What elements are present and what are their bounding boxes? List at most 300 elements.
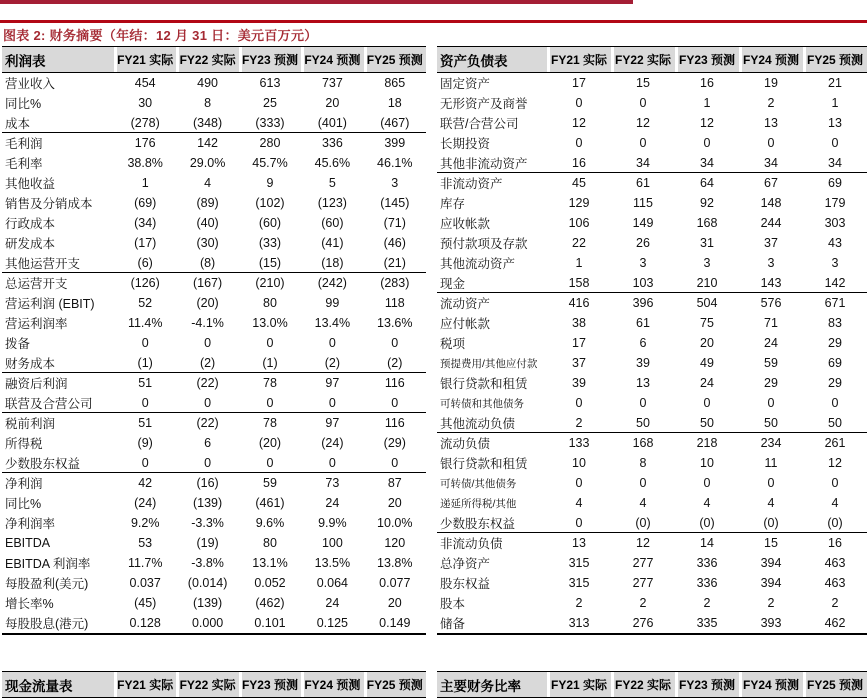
key-ratios-table-partial: [437, 671, 867, 698]
cell-value: (30): [196, 236, 219, 250]
table-row: [437, 473, 867, 493]
row-label: EBITDA: [5, 536, 51, 550]
cell-value: (401): [301, 113, 363, 133]
cell-value: 148: [760, 196, 782, 210]
cell-value: 38.8%: [127, 156, 163, 170]
table-row: [437, 293, 867, 313]
cell-value: (89): [196, 196, 219, 210]
table-row: [2, 513, 426, 533]
row-label: 税项: [440, 337, 466, 351]
cell-value: (29): [383, 436, 406, 450]
cell-value: 17: [572, 76, 586, 90]
cell-value: 244: [760, 216, 782, 230]
cell-value: 737: [321, 76, 343, 90]
cell-value: (40): [196, 216, 219, 230]
cell-value: 52: [138, 296, 153, 310]
cell-value: 15: [636, 76, 650, 90]
cell-value: 4: [575, 496, 583, 510]
cell-value: 0: [639, 396, 647, 410]
cell-value: 4: [204, 176, 212, 190]
cell-value: 4: [703, 496, 711, 510]
cell-value: 416: [568, 296, 590, 310]
cell-value: 20: [387, 496, 402, 510]
cell-value: 25: [263, 96, 277, 110]
cash-flow-table-partial: [2, 671, 426, 698]
table-row: [437, 413, 867, 433]
table-row: [2, 293, 426, 313]
row-label: 储备: [440, 617, 466, 631]
cell-value: 0: [767, 396, 775, 410]
table-row: [437, 553, 867, 573]
cell-value: 20: [325, 96, 340, 110]
cell-value: 462: [824, 616, 846, 630]
column-header: FY23 预测: [239, 671, 301, 698]
cell-value: -4.1%: [191, 316, 224, 330]
cell-value: 64: [700, 176, 714, 190]
cell-value: 0.101: [254, 616, 286, 630]
cell-value: 336: [321, 136, 343, 150]
row-label: 增长率%: [5, 597, 54, 611]
cell-value: 80: [263, 296, 277, 310]
cell-value: 463: [824, 556, 846, 570]
cell-value: 13.6%: [377, 316, 413, 330]
cell-value: (16): [196, 476, 219, 490]
cell-value: 61: [636, 176, 650, 190]
column-header: FY25 预测: [803, 46, 867, 73]
column-header: FY25 预测: [803, 671, 867, 698]
cell-value: 0: [639, 96, 647, 110]
row-label: 长期投资: [440, 137, 491, 151]
table-row: [2, 413, 426, 433]
cell-value: 0: [204, 336, 212, 350]
cell-value: 10.0%: [377, 516, 413, 530]
row-label: 预付款项及存款: [440, 237, 528, 251]
cell-value: 0: [547, 513, 611, 533]
cell-value: (33): [258, 236, 282, 250]
table-row: [2, 73, 426, 93]
cell-value: 315: [568, 556, 590, 570]
table-title: 主要财务比率: [437, 671, 547, 698]
column-header: FY24 预测: [301, 46, 363, 73]
column-header: FY24 预测: [739, 671, 803, 698]
row-label: 少数股东权益: [2, 453, 114, 473]
table-row: [2, 613, 426, 633]
cell-value: 0: [301, 453, 363, 473]
cell-value: 37: [572, 356, 586, 370]
cell-value: 116: [384, 416, 405, 430]
cell-value: 13.4%: [314, 316, 351, 330]
top-accent-bar: [0, 0, 633, 4]
cell-value: 49: [700, 356, 714, 370]
cell-value: 16: [828, 536, 842, 550]
table-row: [2, 453, 426, 473]
cell-value: (18): [301, 253, 363, 273]
cell-value: 277: [632, 576, 654, 590]
row-label: 每股股息(港元): [5, 617, 89, 631]
cell-value: 0: [703, 136, 711, 150]
figure-title: 图表 2: 财务摘要（年结：12 月 31 日：美元百万元）: [3, 28, 318, 43]
cell-value: 0: [114, 453, 176, 473]
cell-value: 0.064: [316, 576, 348, 590]
table-row: [437, 153, 867, 173]
row-label: 股东权益: [440, 577, 491, 591]
cell-value: 671: [824, 296, 846, 310]
row-label: 应收帐款: [440, 217, 491, 231]
data-table: [2, 46, 426, 635]
row-label: 少数股东权益: [437, 513, 547, 533]
table-row: [2, 473, 426, 493]
cell-value: 0.077: [379, 576, 411, 590]
cell-value: (242): [317, 276, 347, 290]
cell-value: -3.3%: [191, 516, 224, 530]
cell-value: 5: [328, 176, 336, 190]
cell-value: 99: [325, 296, 340, 310]
column-header: FY22 实际: [611, 671, 675, 698]
cell-value: 51: [138, 376, 153, 390]
cell-value: (462): [255, 596, 285, 610]
cell-value: (46): [383, 236, 406, 250]
cell-value: 13: [764, 116, 778, 130]
row-label: 股本: [440, 597, 466, 611]
cell-value: 504: [696, 296, 718, 310]
cell-value: (22): [196, 376, 219, 390]
table-row: [437, 233, 867, 253]
table-row: [2, 393, 426, 413]
cell-value: 2: [703, 596, 711, 610]
cell-value: 6: [639, 336, 647, 350]
row-label: 非流动负债: [440, 537, 503, 551]
cell-value: 0: [831, 136, 839, 150]
table-row: [2, 433, 426, 453]
cell-value: (333): [239, 113, 301, 133]
table-row: [437, 133, 867, 153]
cell-value: 34: [611, 153, 675, 173]
cell-value: (24): [321, 436, 344, 450]
cell-value: 50: [675, 413, 739, 433]
row-label: 银行贷款和租赁: [440, 457, 528, 471]
row-label: 营运利润率: [5, 317, 68, 331]
table-row: [437, 513, 867, 533]
cell-value: 0: [176, 393, 238, 413]
row-label: 所得税: [5, 437, 43, 451]
header-row: [2, 671, 426, 698]
cell-value: 1: [141, 176, 149, 190]
cell-value: 13.0%: [252, 316, 288, 330]
table-row: [2, 133, 426, 153]
cell-value: 24: [700, 376, 714, 390]
row-label: 净利润: [5, 477, 43, 491]
table-row: [437, 373, 867, 393]
cell-value: 87: [387, 476, 402, 490]
cell-value: 0.149: [379, 616, 411, 630]
table-row: [2, 333, 426, 353]
cell-value: 42: [138, 476, 153, 490]
cell-value: 22: [572, 236, 586, 250]
cell-value: 13.1%: [252, 556, 288, 570]
row-label: 可转债/其他债务: [440, 477, 517, 490]
table-title: 资产负债表: [437, 46, 547, 73]
cell-value: 0: [767, 476, 775, 490]
cell-value: 100: [321, 536, 343, 550]
row-label: 毛利率: [5, 157, 43, 171]
cell-value: 13: [572, 536, 586, 550]
cell-value: (21): [364, 253, 426, 273]
cell-value: 3: [391, 176, 399, 190]
cell-value: (145): [380, 196, 410, 210]
column-header: FY25 预测: [364, 46, 426, 73]
cell-value: 0: [767, 136, 775, 150]
cell-value: 129: [568, 196, 590, 210]
row-label: 毛利润: [5, 137, 43, 151]
column-header: FY24 预测: [739, 46, 803, 73]
cell-value: 3: [703, 256, 711, 270]
cell-value: 277: [632, 556, 654, 570]
cell-value: 2: [767, 596, 775, 610]
cell-value: 142: [803, 273, 867, 293]
cell-value: 3: [767, 256, 775, 270]
table-row: [437, 593, 867, 613]
cell-value: 9.6%: [255, 516, 285, 530]
cell-value: (22): [196, 416, 219, 430]
header-rule: [0, 20, 867, 23]
cell-value: 45.6%: [314, 156, 351, 170]
table-row: [2, 253, 426, 273]
cell-value: 9.2%: [130, 516, 160, 530]
cell-value: 0: [176, 453, 238, 473]
column-header: FY21 实际: [114, 671, 176, 698]
cell-value: 50: [739, 413, 803, 433]
cell-value: 9.9%: [318, 516, 347, 530]
row-label: 拨备: [5, 337, 31, 351]
cell-value: (2): [364, 353, 426, 373]
cell-value: 4: [639, 496, 647, 510]
row-label: 净利润率: [5, 517, 56, 531]
row-label: 其他收益: [5, 177, 56, 191]
cell-value: (126): [130, 276, 160, 290]
cell-value: 336: [696, 576, 718, 590]
cell-value: 30: [138, 96, 153, 110]
table-row: [437, 273, 867, 293]
row-label: 银行贷款和租赁: [440, 377, 528, 391]
cell-value: 15: [764, 536, 778, 550]
cell-value: 142: [197, 136, 219, 150]
cell-value: 24: [325, 596, 340, 610]
cell-value: 11: [764, 456, 778, 470]
cell-value: (348): [176, 113, 238, 133]
cell-value: (19): [196, 536, 219, 550]
row-label: 可转债和其他债务: [440, 397, 524, 410]
cell-value: 92: [700, 196, 714, 210]
cell-value: 12: [700, 116, 714, 130]
table-row: [437, 573, 867, 593]
row-label: 固定资产: [440, 77, 491, 91]
table-row: [437, 253, 867, 273]
cell-value: 50: [611, 413, 675, 433]
table-row: [2, 113, 426, 133]
cell-value: 13: [636, 376, 650, 390]
cell-value: 168: [696, 216, 718, 230]
cell-value: 34: [803, 153, 867, 173]
cell-value: 396: [632, 296, 654, 310]
cell-value: 6: [204, 436, 212, 450]
cell-value: 12: [636, 536, 650, 550]
cell-value: 576: [760, 296, 782, 310]
cell-value: 0.128: [129, 616, 161, 630]
cell-value: 11.7%: [127, 556, 163, 570]
cell-value: 0.037: [129, 576, 161, 590]
cell-value: 51: [138, 416, 153, 430]
table-row: [437, 193, 867, 213]
row-label: 非流动资产: [440, 177, 503, 191]
column-header: FY22 实际: [611, 46, 675, 73]
cell-value: (1): [239, 353, 301, 373]
row-label: 预提费用/其他应付款: [440, 357, 538, 370]
cell-value: 865: [384, 76, 406, 90]
cell-value: 176: [134, 136, 156, 150]
table-row: [2, 193, 426, 213]
cell-value: (0.014): [187, 576, 228, 590]
cell-value: 280: [259, 136, 281, 150]
cell-value: 20: [387, 596, 402, 610]
cell-value: 0.000: [191, 616, 224, 630]
row-label: 其他运营开支: [2, 253, 114, 273]
cell-value: 19: [764, 76, 778, 90]
cell-value: 0.052: [254, 576, 286, 590]
cell-value: (20): [196, 296, 219, 310]
cell-value: 168: [632, 436, 654, 450]
cell-value: 46.1%: [377, 156, 413, 170]
cell-value: 8: [204, 96, 212, 110]
cell-value: 0: [141, 336, 149, 350]
data-table: [2, 671, 426, 698]
cell-value: (0): [803, 513, 867, 533]
cell-value: 4: [831, 496, 839, 510]
cell-value: 43: [828, 236, 842, 250]
cell-value: 2: [547, 413, 611, 433]
table-row: [437, 213, 867, 233]
cell-value: 29: [764, 376, 778, 390]
cell-value: 45.7%: [252, 156, 288, 170]
table-row: [2, 533, 426, 553]
table-row: [437, 313, 867, 333]
cell-value: 14: [700, 536, 714, 550]
table-row: [2, 553, 426, 573]
cell-value: 0: [328, 336, 336, 350]
row-label: 流动资产: [440, 297, 491, 311]
header-row: [437, 671, 867, 698]
cell-value: 0: [575, 136, 583, 150]
cell-value: 18: [387, 96, 402, 110]
cell-value: (139): [192, 596, 223, 610]
cell-value: 2: [639, 596, 647, 610]
cell-value: (278): [114, 113, 176, 133]
table-title: 现金流量表: [2, 671, 114, 698]
column-header: FY22 实际: [176, 46, 238, 73]
table-row: [2, 573, 426, 593]
cell-value: 234: [760, 436, 782, 450]
cell-value: 75: [700, 316, 714, 330]
row-label: 销售及分销成本: [5, 197, 93, 211]
cell-value: 67: [764, 176, 778, 190]
cell-value: (123): [317, 196, 347, 210]
cell-value: 83: [828, 316, 842, 330]
table-row: [2, 173, 426, 193]
cell-value: 120: [384, 536, 406, 550]
cell-value: 11.4%: [127, 316, 163, 330]
cell-value: 80: [263, 536, 277, 550]
cell-value: 0: [703, 476, 711, 490]
cell-value: 0: [239, 453, 301, 473]
cell-value: 10: [700, 456, 714, 470]
cell-value: 133: [568, 436, 590, 450]
cell-value: 2: [831, 596, 839, 610]
cell-value: 0: [575, 476, 583, 490]
column-header: FY22 实际: [176, 671, 238, 698]
cell-value: (2): [176, 353, 238, 373]
cell-value: 1: [575, 256, 583, 270]
row-label: 成本: [2, 113, 114, 133]
cell-value: 3: [639, 256, 647, 270]
cell-value: 16: [700, 76, 714, 90]
cell-value: 0: [703, 396, 711, 410]
cell-value: 78: [263, 376, 277, 390]
data-table: [437, 46, 867, 635]
cell-value: (60): [321, 216, 344, 230]
cell-value: 115: [633, 196, 653, 210]
data-table: [437, 671, 867, 698]
cell-value: 313: [568, 616, 590, 630]
column-header: FY25 预测: [364, 671, 426, 698]
column-header: FY24 预测: [301, 671, 363, 698]
cell-value: 0: [831, 396, 839, 410]
cell-value: (71): [383, 216, 406, 230]
cell-value: 0: [364, 393, 426, 413]
cell-value: 3: [831, 256, 839, 270]
column-header: FY21 实际: [114, 46, 176, 73]
cell-value: 34: [675, 153, 739, 173]
cell-value: 0.125: [316, 616, 348, 630]
cell-value: 261: [824, 436, 846, 450]
cell-value: 38: [572, 316, 586, 330]
cell-value: (20): [258, 436, 282, 450]
cell-value: (8): [176, 253, 238, 273]
cell-value: 0: [831, 476, 839, 490]
cell-value: (24): [134, 496, 157, 510]
cell-value: 34: [739, 153, 803, 173]
cell-value: 0: [639, 136, 647, 150]
cell-value: 12: [828, 456, 842, 470]
cell-value: 158: [547, 273, 611, 293]
table-row: [2, 213, 426, 233]
cell-value: 71: [764, 316, 778, 330]
cell-value: 0: [575, 396, 583, 410]
row-label: 联营及合营公司: [2, 393, 114, 413]
row-label: 流动负债: [440, 437, 491, 451]
header-row: [2, 46, 426, 73]
table-row: [437, 393, 867, 413]
row-label: 营业收入: [5, 77, 56, 91]
row-label: 联营/合营公司: [440, 117, 519, 131]
cell-value: 399: [384, 136, 406, 150]
cell-value: 0: [114, 393, 176, 413]
cell-value: (1): [114, 353, 176, 373]
balance-sheet-table: [437, 46, 867, 635]
table-row: [2, 493, 426, 513]
cell-value: 13.8%: [377, 556, 413, 570]
cell-value: 20: [700, 336, 714, 350]
cell-value: 24: [764, 336, 778, 350]
cell-value: 9: [266, 176, 274, 190]
